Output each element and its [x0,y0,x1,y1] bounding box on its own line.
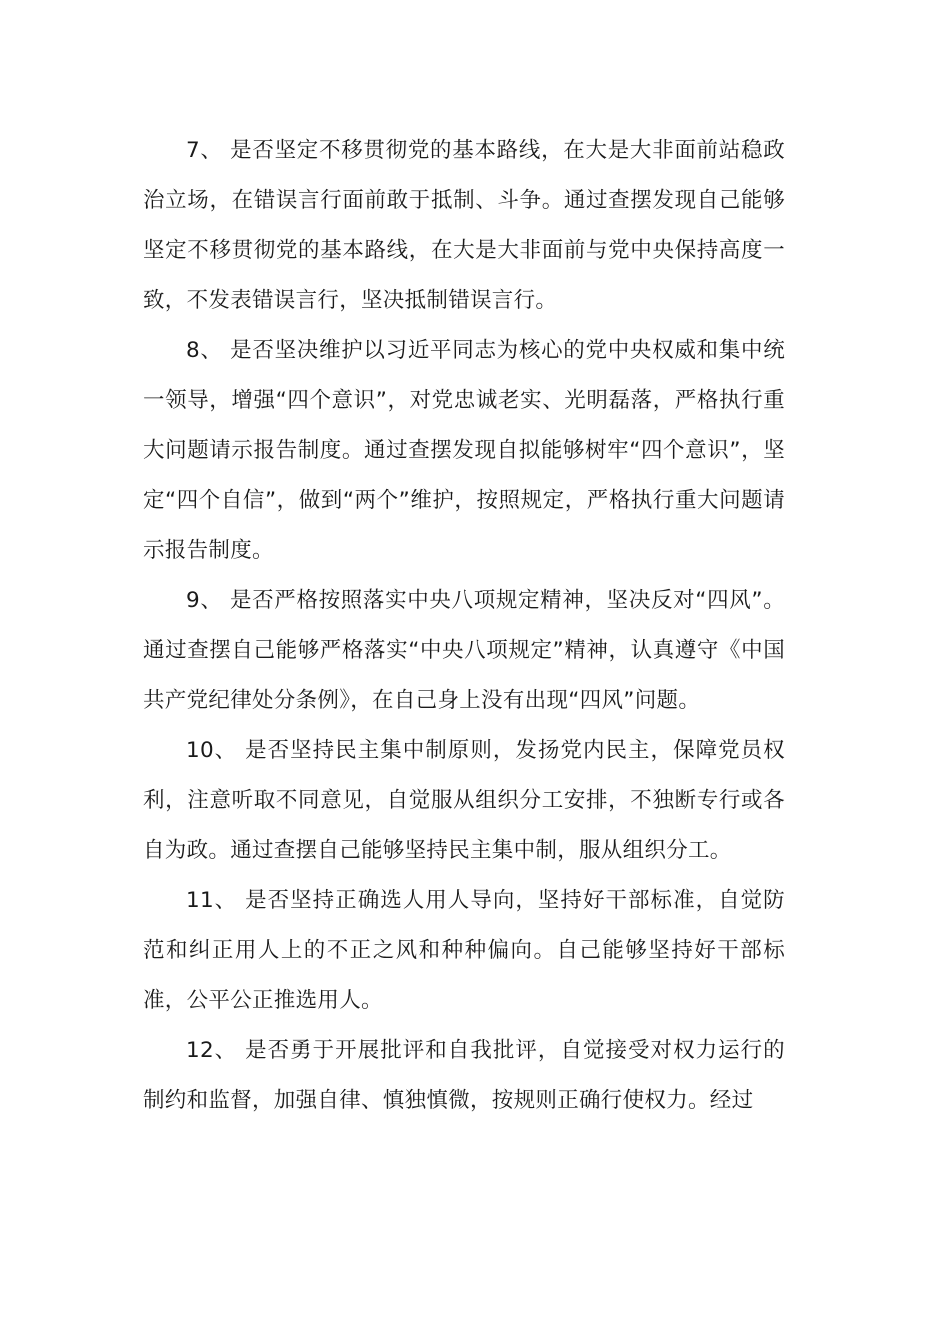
paragraph-item-7: 7、 是否坚定不移贯彻党的基本路线，在大是大非面前站稳政治立场，在错误言行面前敢于抵制、斗争。通过查摆发现自己能够坚定不移贯彻党的基本路线，在大是大非面前与党中央保持高度一致，不发表错误言行，坚决抵制错误言行。 [143,138,785,313]
paragraph-item-10: 10、 是否坚持民主集中制原则，发扬党内民主，保障党员权利，注意听取不同意见，自觉服从组织分工安排，不独断专行或各自为政。通过查摆自己能够坚持民主集中制，服从组织分工。 [143,738,785,863]
paragraph-item-12: 12、 是否勇于开展批评和自我批评，自觉接受对权力运行的制约和监督，加强自律、慎独慎微，按规则正确行使权力。经过 [143,1038,785,1113]
document-body [143,126,785,1126]
paragraph-item-8: 8、 是否坚决维护以习近平同志为核心的党中央权威和集中统一领导，增强“四个意识”，对党忠诚老实、光明磊落，严格执行重大问题请示报告制度。通过查摆发现自拟能够树牢“四个意识”，坚定“四个自信”，做到“两个”维护，按照规定，严格执行重大问题请示报告制度。 [143,338,785,563]
paragraph-item-9: 9、 是否严格按照落实中央八项规定精神，坚决反对“四风”。通过查摆自己能够严格落实“中央八项规定”精神，认真遵守《中国共产党纪律处分条例》，在自己身上没有出现“四风”问题。 [143,588,785,713]
paragraph-item-11: 11、 是否坚持正确选人用人导向，坚持好干部标准，自觉防范和纠正用人上的不正之风和种种偏向。自己能够坚持好干部标准，公平公正推选用人。 [143,888,785,1013]
